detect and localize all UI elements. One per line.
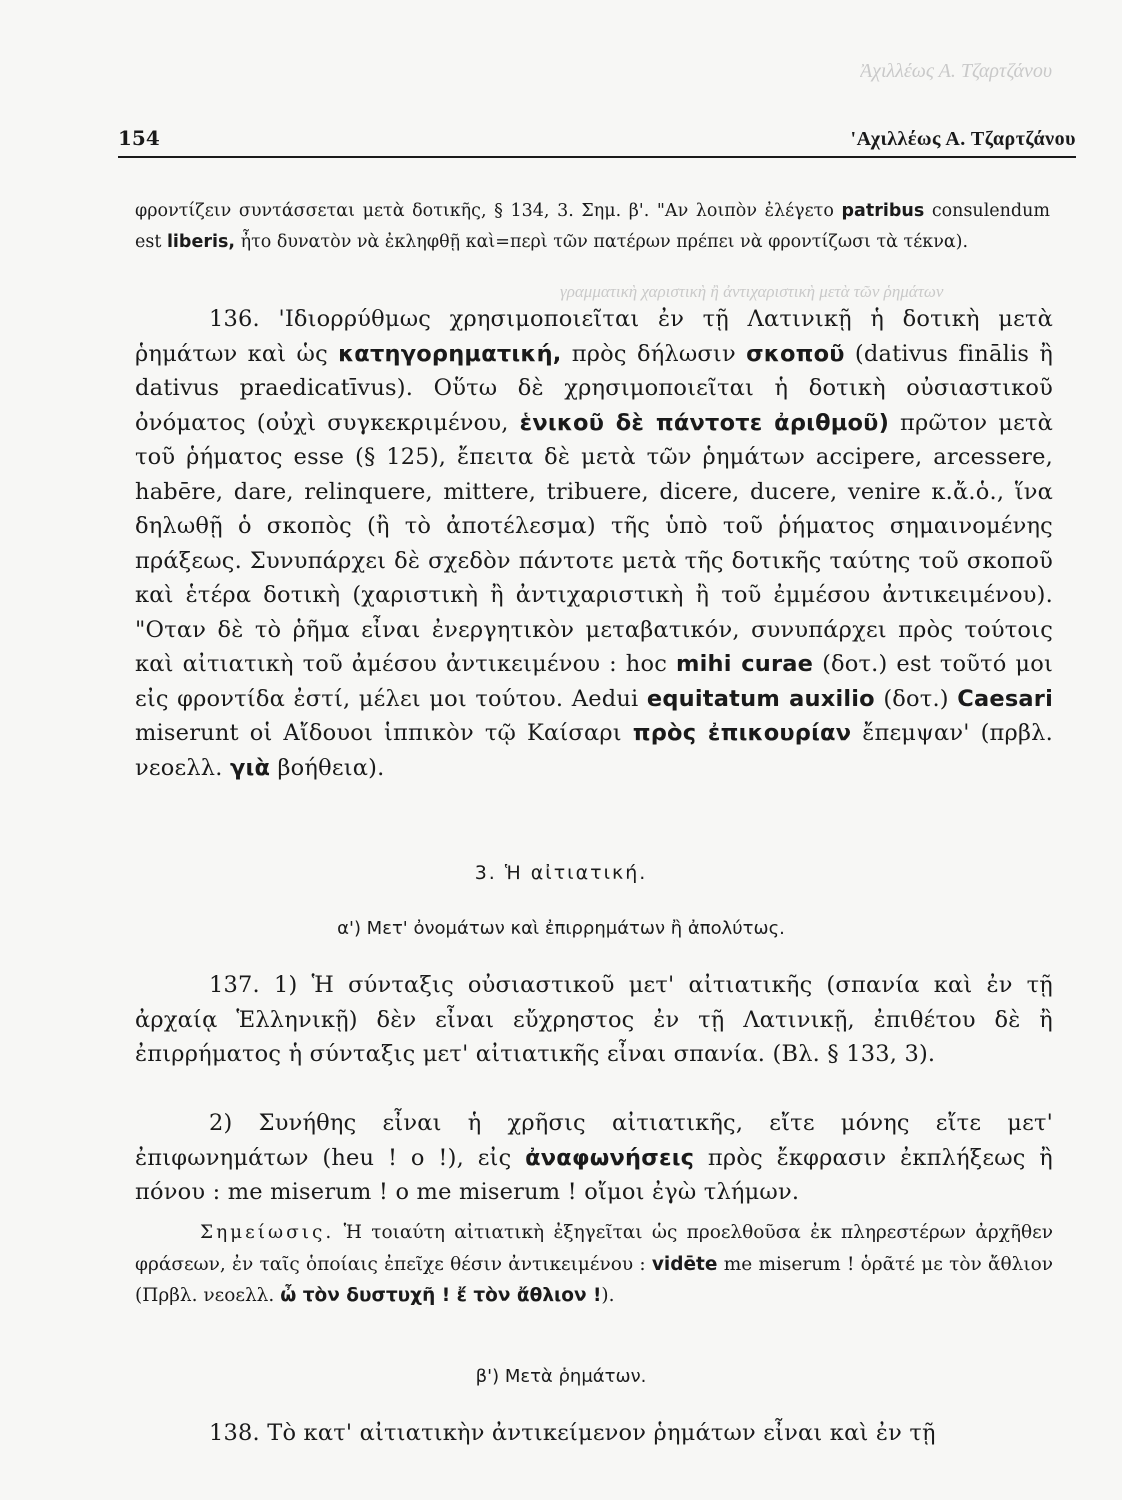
bleed-through-running-title: Ἀχιλλέως Α. Τζαρτζάνου bbox=[859, 60, 1052, 82]
note-label: Σημείωσις. bbox=[200, 1222, 335, 1243]
subheading-b: β') Μετὰ ῥημάτων. bbox=[475, 1366, 647, 1387]
paragraph-137-1: 137. 1) Ἡ σύνταξις οὐσιαστικοῦ μετ' αἰτιατικῆς (σπανία καὶ ἐν τῇ ἀρχαίᾳ Ἑλληνικῇ) δὲν εἶναι εὔχρηστος ἐν τῇ Λατινικῇ, ἐπιθέτου δὲ ἢ ἐπιρρήματος ἡ σύνταξις μετ' αἰτιατικῆς εἶναι σπανία. (Βλ. § 133, 3). bbox=[135, 972, 1053, 1067]
header-rule bbox=[118, 156, 1076, 158]
paragraph-138: 138. Τὸ κατ' αἰτιατικὴν ἀντικείμενον ῥημάτων εἶναι καὶ ἐν τῇ bbox=[209, 1420, 936, 1446]
note-paragraph: Σημείωσις. Ἡ τοιαύτη αἰτιατικὴ ἐξηγεῖται ὡς προελθοῦσα ἐκ πληρεστέρων ἀρχῆθεν φράσεων, ἐν ταῖς ὁποίαις ἐπεῖχε θέσιν ἀντικειμένου : vidēte me miserum ! ὁρᾶτέ με τὸν ἄθλιον (Πρβλ. νεοελλ. ὦ τὸν δυστυχῆ ! ἔ τὸν ἄθλιον !). bbox=[135, 1222, 1053, 1306]
page-number: 154 bbox=[118, 126, 160, 150]
page-header bbox=[118, 126, 1076, 151]
paragraph-136: 136. 'Ιδιορρύθμως χρησιμοποιεῖται ἐν τῇ Λατινικῇ ἡ δοτικὴ μετὰ ῥημάτων καὶ ὡς κατηγορηματική, πρὸς δήλωσιν σκοποῦ (dativus finālis ἢ dativus praedicatīvus). Οὕτω δὲ χρησιμοποιεῖται ἡ δοτικὴ οὐσιαστικοῦ ὀνόματος (οὐχὶ συγκεκριμένου, ἑνικοῦ δὲ πάντοτε ἀριθμοῦ) πρῶτον μετὰ τοῦ ῥήματος esse (§ 125), ἔπειτα δὲ μετὰ τῶν ῥημάτων accipere, arcessere, habēre, dare, relinquere, mittere, tribuere, dicere, ducere, venire κ.ἄ.ὁ., ἵνα δηλωθῇ ὁ σκοπὸς (ἢ τὸ ἀποτέλεσμα) τῆς ὑπὸ τοῦ ῥήματος σημαινομένης πράξεως. Συνυπάρχει δὲ σχεδὸν πάντοτε μετὰ τῆς δοτικῆς ταύτης τοῦ σκοποῦ καὶ ἑτέρα δοτικὴ (χαριστικὴ ἢ ἀντιχαριστικὴ ἢ τοῦ ἐμμέσου ἀντικειμένου). "Οταν δὲ τὸ ῥῆμα εἶναι ἐνεργητικὸν μεταβατικόν, συνυπάρχει πρὸς τούτοις καὶ αἰτιατικὴ τοῦ ἀμέσου ἀντικειμένου : hoc mihi curae (δοτ.) est τοῦτό μοι εἰς φροντίδα ἐστί, μέλει μοι τούτου. Aedui equitatum auxilio (δοτ.) Caesari miserunt οἱ Αἴδουοι ἱππικὸν τῷ Καίσαρι πρὸς ἐπικουρίαν ἔπεμψαν' (πρβλ. νεοελλ. γιὰ βοήθεια). bbox=[135, 306, 1054, 781]
continuation-paragraph: φροντίζειν συντάσσεται μετὰ δοτικῆς, § 134, 3. Σημ. β'. "Αν λοιπὸν ἐλέγετο patribus consulendum est liberis, ἦτο δυνατὸν νὰ ἐκληφθῇ καὶ=περὶ τῶν πατέρων πρέπει νὰ φροντίζωσι τὰ τέκνα). bbox=[135, 201, 1050, 252]
bleed-through-text: γραμματικὴ χαριστικὴ ἢ ἀντιχαριστικὴ μετὰ τῶν ῥημάτων bbox=[560, 282, 944, 301]
paragraph-137-2: 2) Συνήθης εἶναι ἡ χρῆσις αἰτιατικῆς, εἴτε μόνης εἴτε μετ' ἐπιφωνημάτων (heu ! o !), εἰς ἀναφωνήσεις πρὸς ἔκφρασιν ἐκπλήξεως ἢ πόνου : me miserum ! o me miserum ! οἴμοι ἐγὼ τλήμων. bbox=[135, 1110, 1053, 1205]
subheading-a: α') Μετ' ὀνομάτων καὶ ἐπιρρημάτων ἢ ἀπολύτως. bbox=[337, 918, 785, 939]
running-title: 'Αχιλλέως Α. Τζαρτζάνου bbox=[850, 128, 1076, 150]
section-heading: 3. Ἡ αἰτιατική. bbox=[474, 862, 648, 884]
